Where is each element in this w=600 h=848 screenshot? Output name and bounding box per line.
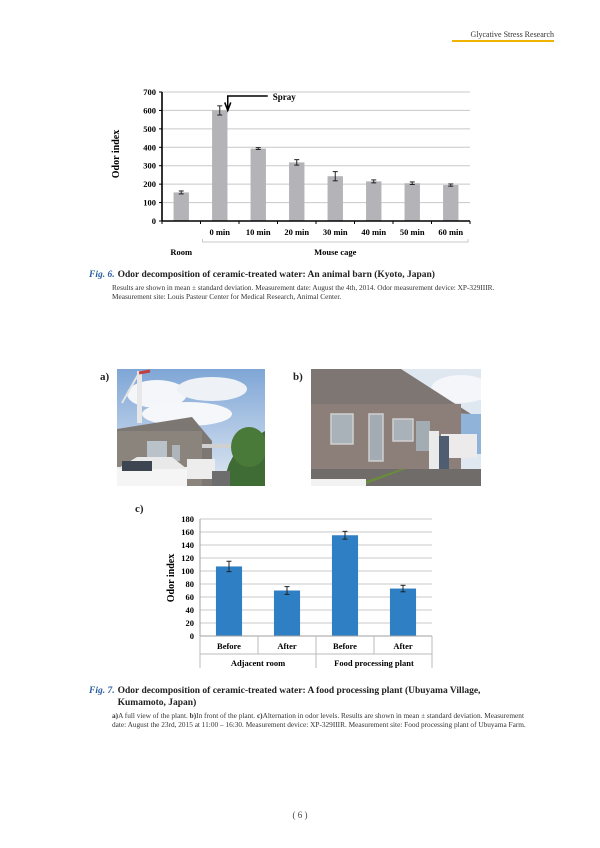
- body-a-text: A full view of the plant.: [118, 711, 188, 720]
- fig6-title: Odor decomposition of ceramic-treated water: An animal barn (Kyoto, Japan): [117, 270, 435, 280]
- x-category-label: After: [393, 641, 413, 651]
- page-number: ( 6 ): [292, 810, 308, 820]
- x-category-label: 0 min: [209, 227, 231, 237]
- fig6-label: Fig. 6.: [89, 270, 115, 280]
- y-tick-label: 600: [143, 105, 156, 116]
- bar: [274, 591, 300, 637]
- y-tick-label: 300: [143, 160, 156, 171]
- body-b-text: In front of the plant.: [196, 711, 256, 720]
- y-tick-label: 120: [181, 553, 194, 563]
- y-tick-label: 20: [185, 618, 194, 628]
- x-group-label: Food processing plant: [334, 658, 414, 668]
- x-category-label: 20 min: [284, 227, 310, 237]
- x-category-label: 10 min: [245, 227, 271, 237]
- y-tick-label: 0: [151, 216, 156, 226]
- body-b-label: b): [189, 711, 197, 720]
- bar: [328, 176, 343, 221]
- header-rule: [452, 40, 554, 42]
- body-c-label: c): [256, 711, 263, 720]
- bar: [390, 589, 416, 636]
- photo-b-label: b): [293, 371, 303, 383]
- bar: [251, 149, 266, 221]
- x-category-label: 50 min: [399, 227, 425, 237]
- x-group-label: Room: [170, 247, 193, 257]
- bar: [332, 535, 358, 636]
- y-tick-label: 140: [181, 540, 194, 550]
- x-category-label: 40 min: [361, 227, 387, 237]
- photo-b-plant-front: [311, 369, 481, 486]
- x-group-label: Adjacent room: [230, 658, 286, 668]
- journal-header: Glycative Stress Research: [470, 30, 554, 39]
- fig6-caption: [89, 269, 529, 301]
- fig6-chart: [100, 78, 480, 263]
- y-tick-label: 0: [189, 631, 194, 641]
- y-tick-label: 400: [143, 142, 156, 153]
- x-category-label: Before: [333, 641, 357, 651]
- bar: [443, 185, 458, 221]
- x-category-label: 30 min: [322, 227, 348, 237]
- y-axis-label: Odor index: [166, 553, 177, 603]
- photo-b-image: [311, 369, 481, 486]
- y-tick-label: 80: [185, 579, 194, 589]
- x-category-label: After: [277, 641, 297, 651]
- bar: [405, 183, 420, 221]
- group-bracket: [203, 239, 469, 242]
- fig7-label: Fig. 7.: [89, 686, 115, 696]
- body-a-label: a): [112, 711, 119, 720]
- x-category-label: 60 min: [438, 227, 464, 237]
- y-tick-label: 100: [143, 197, 156, 208]
- y-tick-label: 180: [181, 514, 194, 524]
- x-category-label: Before: [217, 641, 241, 651]
- y-axis-label: Odor index: [111, 129, 122, 179]
- photo-a-plant-full-view: [117, 369, 265, 486]
- photo-a-label: a): [100, 371, 110, 383]
- bar: [366, 181, 381, 221]
- y-tick-label: 200: [143, 179, 156, 190]
- y-tick-label: 700: [143, 87, 156, 97]
- spray-arrow: [228, 96, 268, 108]
- bar: [174, 192, 189, 221]
- x-group-label: Mouse cage: [314, 247, 357, 257]
- spray-annotation: Spray: [272, 92, 296, 102]
- y-tick-label: 40: [185, 605, 194, 615]
- fig7-caption: [89, 685, 529, 729]
- fig7-body: [112, 711, 529, 729]
- body-c-text: Alternation in odor levels. Results are shown in mean ± standard deviation. Measurement date: August the 23rd, 2015 at 11:00 – 16:30. Measurement device: XP-329IIIR. Measurement site: Food processing plant of Ubuyama Farm.: [112, 711, 526, 729]
- y-tick-label: 500: [143, 123, 156, 134]
- fig7c-chart: [155, 506, 440, 671]
- chart-c-label: c): [135, 503, 144, 515]
- bar: [216, 566, 242, 636]
- photo-a-image: [117, 369, 265, 486]
- y-tick-label: 60: [185, 592, 194, 602]
- y-tick-label: 100: [181, 566, 194, 576]
- bar: [289, 162, 304, 221]
- fig6-body: Results are shown in mean ± standard deviation. Measurement date: August the 4th, 2014. Odor measurement device: XP-329IIIR. Measurement site: Louis Pasteur Center for Medical Research, Animal Center.: [112, 283, 495, 301]
- bar: [212, 110, 227, 221]
- y-tick-label: 160: [181, 527, 194, 537]
- fig7-title: Odor decomposition of ceramic-treated water: A food processing plant (Ubuyama Village, Kumamoto, Japan): [117, 686, 481, 708]
